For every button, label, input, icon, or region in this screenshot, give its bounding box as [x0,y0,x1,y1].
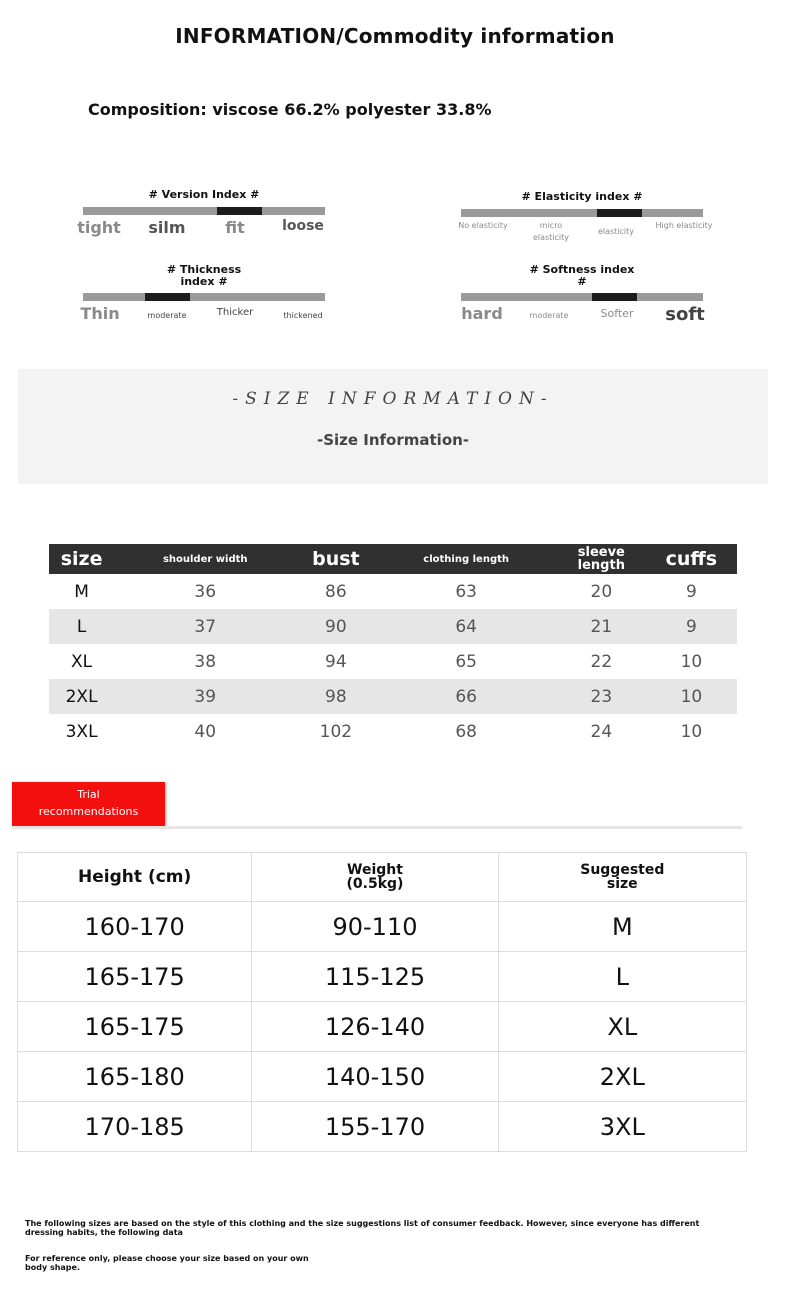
size-cell: 66 [375,679,556,714]
size-cell: 37 [114,609,296,644]
recommendation-row [18,1052,747,1102]
rec-col-weight-line2: (0.5kg) [346,876,404,892]
softness-label-softer: Softer [600,307,634,320]
rec-cell-weight: 115-125 [252,952,498,1002]
size-table [49,544,737,749]
size-cell: 22 [590,651,613,672]
size-cell: 9 [685,581,697,602]
rec-cell-size: XL [498,1002,746,1052]
rec-cell-size: 2XL [498,1052,746,1102]
thickness-label-thin: Thin [80,304,120,323]
thickness-index-marker [145,293,190,301]
page-title: INFORMATION/Commodity information [175,24,615,48]
rec-cell-weight: 140-150 [252,1052,498,1102]
thickness-label-thickened: thickened [283,311,323,320]
rec-cell-height: 160-170 [18,902,252,952]
recommendation-row [18,952,747,1002]
softness-label-hard: hard [461,304,503,323]
size-cell: 98 [296,679,375,714]
rec-cell-size: 3XL [498,1102,746,1152]
trial-divider [12,826,742,829]
version-label-silm: silm [148,218,186,237]
size-cell: 38 [194,651,217,672]
size-cell: 36 [194,581,217,602]
size-cell: 68 [455,721,477,742]
size-note-disclaimer: The following sizes are based on the style of this clothing and the size suggestions list of consumer feedback. However, since everyone has different dressing habits, the following data [25,1219,700,1237]
trial-recommendations-badge [12,782,165,826]
rec-col-height: Height (cm) [18,853,252,902]
elasticity-index [458,190,713,246]
thickness-label-moderate: moderate [147,311,187,320]
rec-col-weight [252,853,498,902]
size-col-bust: bust [296,544,375,574]
size-cell: L [49,609,114,644]
size-cell: 10 [646,679,737,714]
recommendation-row [18,1002,747,1052]
version-index-marker [217,207,262,215]
size-col-length: clothing length [375,544,556,574]
softness-index-marker [592,293,637,301]
elasticity-index-title: # Elasticity index # [521,190,643,203]
rec-cell-weight: 90-110 [252,902,498,952]
softness-label-soft: soft [665,304,705,325]
size-cell: 40 [194,721,217,742]
size-cell: 2XL [49,679,114,714]
size-cell: 94 [325,651,347,672]
size-cell: M [74,581,89,602]
size-table-row [49,574,737,609]
size-cell: 90 [296,609,375,644]
composition-text: Composition: viscose 66.2% polyester 33.8% [88,100,492,119]
size-cell: 9 [646,609,737,644]
thickness-index [80,263,325,330]
size-table-row [49,644,737,679]
rec-cell-height: 170-185 [18,1102,252,1152]
size-note-reference: For reference only, please choose your size based on your own body shape. [25,1254,309,1272]
size-col-shoulder: shoulder width [114,544,296,574]
softness-index-title-line1: # Softness index [529,263,635,276]
size-cell: 65 [455,651,477,672]
size-cell: 23 [557,679,646,714]
size-info-heading: -SIZE INFORMATION- [232,389,554,409]
size-col-cuffs: cuffs [646,544,737,574]
thickness-label-thicker: Thicker [216,307,254,318]
elasticity-label-none: No elasticity [458,221,508,230]
thickness-index-bar [83,293,325,301]
version-index-title: # Version Index # [148,188,260,201]
softness-index-title [461,264,703,288]
elasticity-index-marker [597,209,642,217]
version-label-loose: loose [282,218,324,234]
thickness-index-title-line1: # Thickness [166,263,242,276]
size-cell: 21 [557,609,646,644]
size-cell: 10 [680,721,703,742]
size-table-header [49,544,737,574]
elasticity-label-elasticity: elasticity [597,227,635,236]
rec-cell-height: 165-175 [18,1002,252,1052]
version-label-tight: tight [77,218,121,237]
trial-label-line1: Trial [77,788,100,801]
size-info-subheading: -Size Information- [316,431,470,449]
elasticity-label-high: High elasticity [655,221,713,230]
version-index [77,188,325,244]
recommendation-row [18,902,747,952]
thickness-index-title [83,264,325,288]
size-cell: XL [71,651,93,672]
version-label-fit: fit [225,218,245,237]
softness-index-bar [461,293,703,301]
rec-col-size [498,853,746,902]
rec-cell-size: M [498,902,746,952]
size-cell: 24 [590,721,613,742]
size-col-size: size [49,544,114,574]
size-cell: 63 [455,581,477,602]
rec-col-weight-line1: Weight [347,862,403,878]
recommendation-table-header [18,853,747,902]
recommendation-row [18,1102,747,1152]
trial-label-line2: recommendations [38,805,139,818]
rec-col-size-line2: size [606,876,638,892]
size-cell: 39 [114,679,296,714]
rec-cell-height: 165-180 [18,1052,252,1102]
size-cell: 20 [590,581,613,602]
rec-cell-weight: 126-140 [252,1002,498,1052]
rec-cell-weight: 155-170 [252,1102,498,1152]
thickness-index-title-line2: index # [180,275,228,288]
rec-col-size-line1: Suggested [580,862,665,878]
size-cell: 64 [375,609,556,644]
size-table-row [49,609,737,644]
size-col-sleeve: sleeve length [557,544,646,574]
size-table-row [49,714,737,749]
elasticity-label-micro: micro elasticity [532,221,570,242]
softness-index [461,264,703,330]
size-info-banner [18,369,768,484]
softness-label-moderate: moderate [529,311,569,320]
recommendation-table [17,852,747,1152]
size-cell: 3XL [65,721,98,742]
size-cell: 86 [325,581,347,602]
size-table-row [49,679,737,714]
version-index-bar [83,207,325,215]
size-cell: 102 [319,721,353,742]
size-cell: 10 [680,651,703,672]
elasticity-index-bar [461,209,703,217]
rec-cell-size: L [498,952,746,1002]
rec-cell-height: 165-175 [18,952,252,1002]
softness-index-title-line2: # [577,275,587,288]
